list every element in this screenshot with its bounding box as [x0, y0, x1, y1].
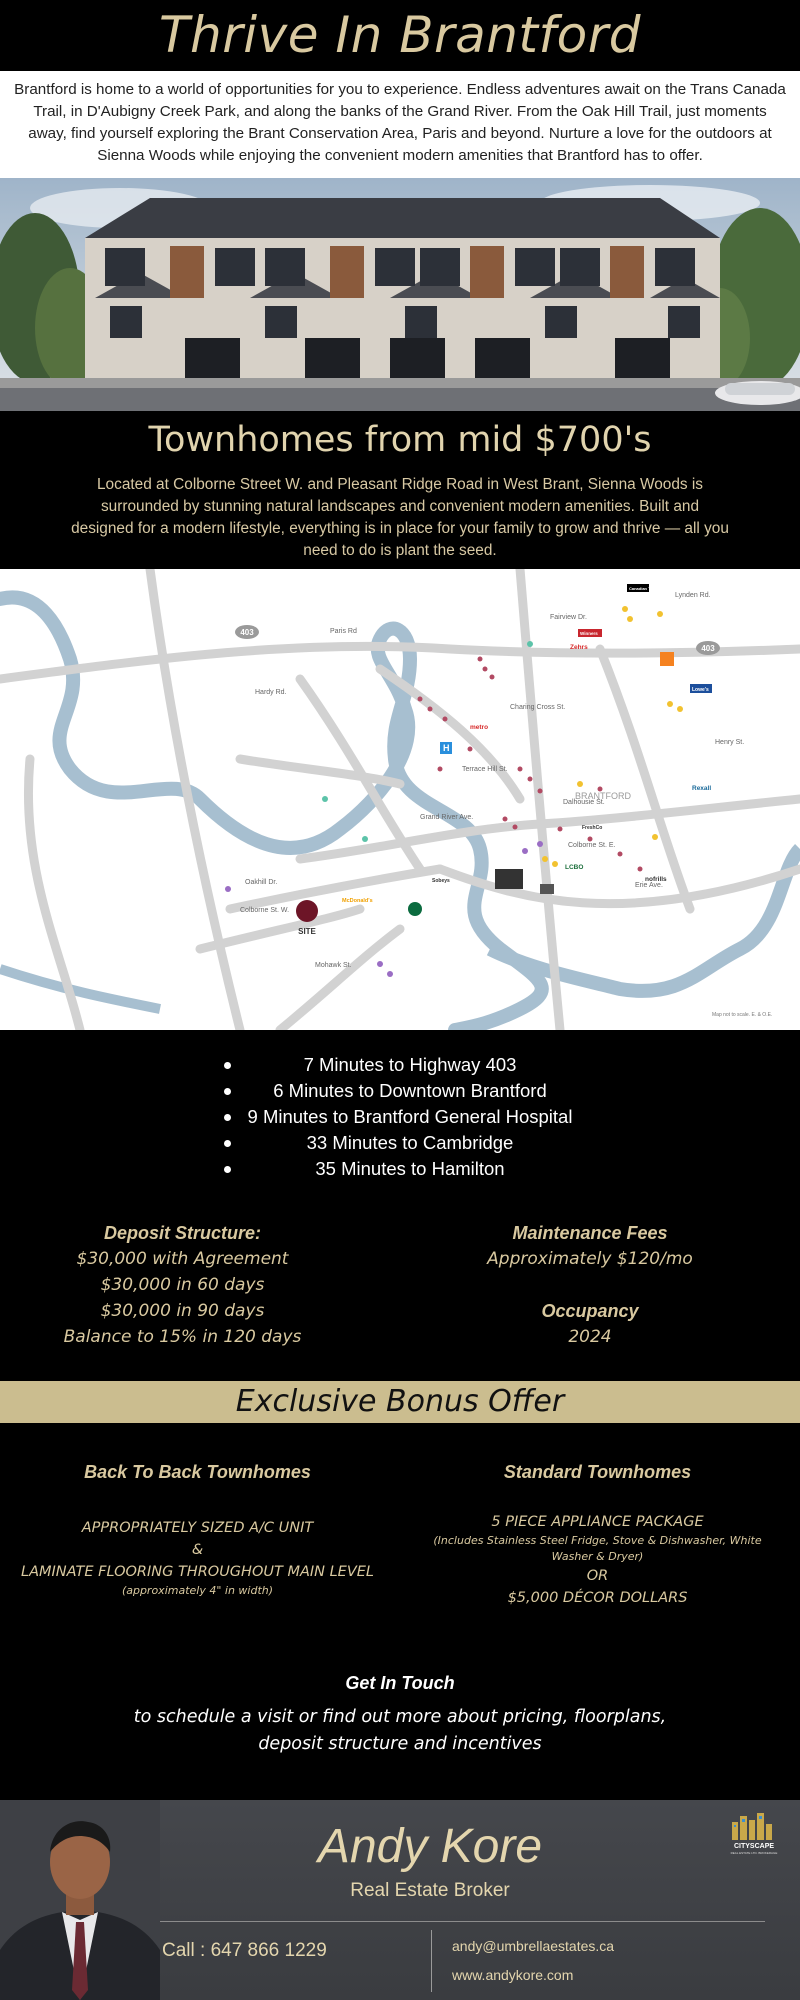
road-label: Paris Rd	[330, 628, 357, 635]
back-to-back-offer	[15, 1459, 380, 1599]
intro-section	[0, 71, 800, 178]
deposit-line: $30,000 in 90 days	[100, 1301, 265, 1321]
contact-line: to schedule a visit or find out more about pricing, floorplans,	[133, 1707, 667, 1727]
distances-list	[220, 1052, 600, 1182]
deposit-line: $30,000 in 60 days	[100, 1275, 265, 1295]
road-label: Hardy Rd.	[255, 689, 287, 696]
agent-role: Real Estate Broker	[350, 1880, 510, 1901]
brand-label: metro	[470, 724, 489, 731]
offer-line: 5 PIECE APPLIANCE PACKAGE	[491, 1514, 704, 1530]
brand-label: LCBO	[565, 864, 584, 871]
maintenance-value: Approximately $120/mo	[487, 1249, 693, 1269]
agent-footer	[0, 1800, 800, 2000]
brand-label: Sobeys	[432, 878, 450, 884]
area-map-graphic	[0, 569, 800, 1030]
road-label: Erie Ave.	[635, 882, 663, 889]
occupancy-heading: Occupancy	[541, 1301, 639, 1321]
downtown-marker-icon	[495, 869, 523, 889]
road-label: Dalhousie St.	[563, 799, 605, 806]
price-title: Townhomes from mid $700's	[148, 420, 652, 460]
phone-number[interactable]: Call : 647 866 1229	[162, 1940, 327, 1961]
page-title: Thrive In Brantford	[158, 6, 642, 64]
deposit-heading: Deposit Structure:	[103, 1223, 262, 1243]
highway-label: 403	[240, 628, 254, 637]
road-label: Grand River Ave.	[420, 814, 474, 821]
brand-label: Canadian Tire	[629, 586, 656, 591]
brand-label: Rexall	[692, 785, 712, 792]
cityscape-logo	[722, 1810, 786, 1856]
deposit-line: $30,000 with Agreement	[76, 1249, 289, 1269]
distance-item: 7 Minutes to Highway 403	[220, 1052, 600, 1078]
deposit-structure	[40, 1220, 325, 1350]
offer-note: (Includes Stainless Steel Fridge, Stove & Dishwasher, White Washer & Dryer)	[433, 1534, 762, 1563]
agent-photo	[0, 1800, 160, 2000]
standard-offer	[420, 1459, 775, 1609]
city-label: BRANTFORD	[575, 791, 631, 801]
price-section	[0, 411, 800, 569]
site-marker-icon	[296, 900, 318, 922]
fees-occupancy	[440, 1220, 740, 1350]
offer-line: LAMINATE FLOORING THROUGHOUT MAIN LEVEL	[20, 1564, 375, 1580]
signature-text: Andy Kore	[317, 1820, 543, 1873]
hero-header	[0, 0, 800, 71]
map-note: Map not to scale. E. & O.E.	[712, 1012, 773, 1018]
intro-text: Brantford is home to a world of opportunities for you to experience. Endless adventures await on the Trans Canada Trail, in D'Aubigny Creek Park, and along the banks of the Grand River. From the Oak Hill Trail, just moments away, find yourself exploring the Brant Conservation Area, Paris and beyond. Nurture a love for the outdoors at Sienna Woods while enjoying the convenient modern amenities that Brantford has to offer.	[14, 81, 786, 164]
townhome-rendering-image	[0, 178, 800, 411]
area-map	[0, 569, 800, 1030]
brand-label: FreshCo	[582, 825, 603, 831]
footer-divider	[160, 1921, 765, 1922]
price-description: Located at Colborne Street W. and Pleasant Ridge Road in West Brant, Sienna Woods is surrounded by stunning natural landscapes and convenient modern amenities. Built and designed for a modern lifestyle, everything is in place for your family to grow and thrive — all you need to do is plant the seed.	[71, 476, 729, 559]
road-label: Mohawk St.	[315, 962, 352, 969]
road-label: Colborne St. W.	[240, 907, 290, 914]
distance-item: 35 Minutes to Hamilton	[220, 1156, 600, 1182]
agent-signature	[260, 1810, 600, 1882]
road-label: Charing Cross St.	[510, 704, 566, 711]
bonus-banner	[0, 1381, 800, 1423]
svg-text:H: H	[443, 743, 450, 753]
maintenance-heading: Maintenance Fees	[512, 1223, 668, 1243]
occupancy-value: 2024	[568, 1327, 612, 1347]
brand-tagline: REAL ESTATE LTD. BROKERAGE	[730, 1851, 778, 1855]
contact-text	[0, 1704, 800, 1758]
pricing-info-section	[0, 1210, 800, 1380]
contact-section	[0, 1658, 800, 1800]
offer-line: APPROPRIATELY SIZED A/C UNIT	[81, 1520, 314, 1536]
distances-section	[0, 1030, 800, 1210]
site-label: SITE	[298, 927, 316, 936]
road-label: Oakhill Dr.	[245, 879, 278, 886]
road-label: Colborne St. E.	[568, 842, 616, 849]
starbucks-icon	[408, 902, 422, 916]
offer-amp: &	[191, 1542, 204, 1558]
distance-item: 33 Minutes to Cambridge	[220, 1130, 600, 1156]
brand-name: CITYSCAPE	[733, 1843, 775, 1850]
contact-heading: Get In Touch	[345, 1673, 455, 1693]
back-to-back-heading: Back To Back Townhomes	[84, 1462, 311, 1482]
standard-heading: Standard Townhomes	[503, 1462, 692, 1482]
website-link[interactable]: www.andykore.com	[452, 1967, 574, 1983]
contact-line: deposit structure and incentives	[258, 1734, 542, 1754]
bonus-title: Exclusive Bonus Offer	[235, 1384, 565, 1419]
distance-item: 9 Minutes to Brantford General Hospital	[220, 1104, 600, 1130]
offer-line: $5,000 DÉCOR DOLLARS	[507, 1590, 688, 1606]
email-link[interactable]: andy@umbrellaestates.ca	[452, 1938, 615, 1954]
distance-item: 6 Minutes to Downtown Brantford	[220, 1078, 600, 1104]
deposit-line: Balance to 15% in 120 days	[63, 1327, 302, 1347]
road-label: Fairview Dr.	[550, 614, 587, 621]
brand-label: Lowe's	[692, 687, 709, 693]
road-label: Henry St.	[715, 739, 745, 746]
brand-label: McDonald's	[342, 898, 373, 904]
brand-label: Zehrs	[570, 644, 588, 651]
brand-label: nofrills	[645, 876, 667, 883]
road-label: Terrace Hill St.	[462, 766, 508, 773]
offer-or: OR	[586, 1568, 609, 1584]
offer-note: (approximately 4" in width)	[121, 1584, 274, 1597]
bonus-section	[0, 1423, 800, 1658]
footer-divider-vertical	[431, 1930, 432, 1992]
townhome-rendering	[0, 178, 800, 411]
highway-label-east: 403	[701, 644, 715, 653]
road-label: Lynden Rd.	[675, 592, 711, 599]
brand-label: Winners	[580, 631, 598, 636]
